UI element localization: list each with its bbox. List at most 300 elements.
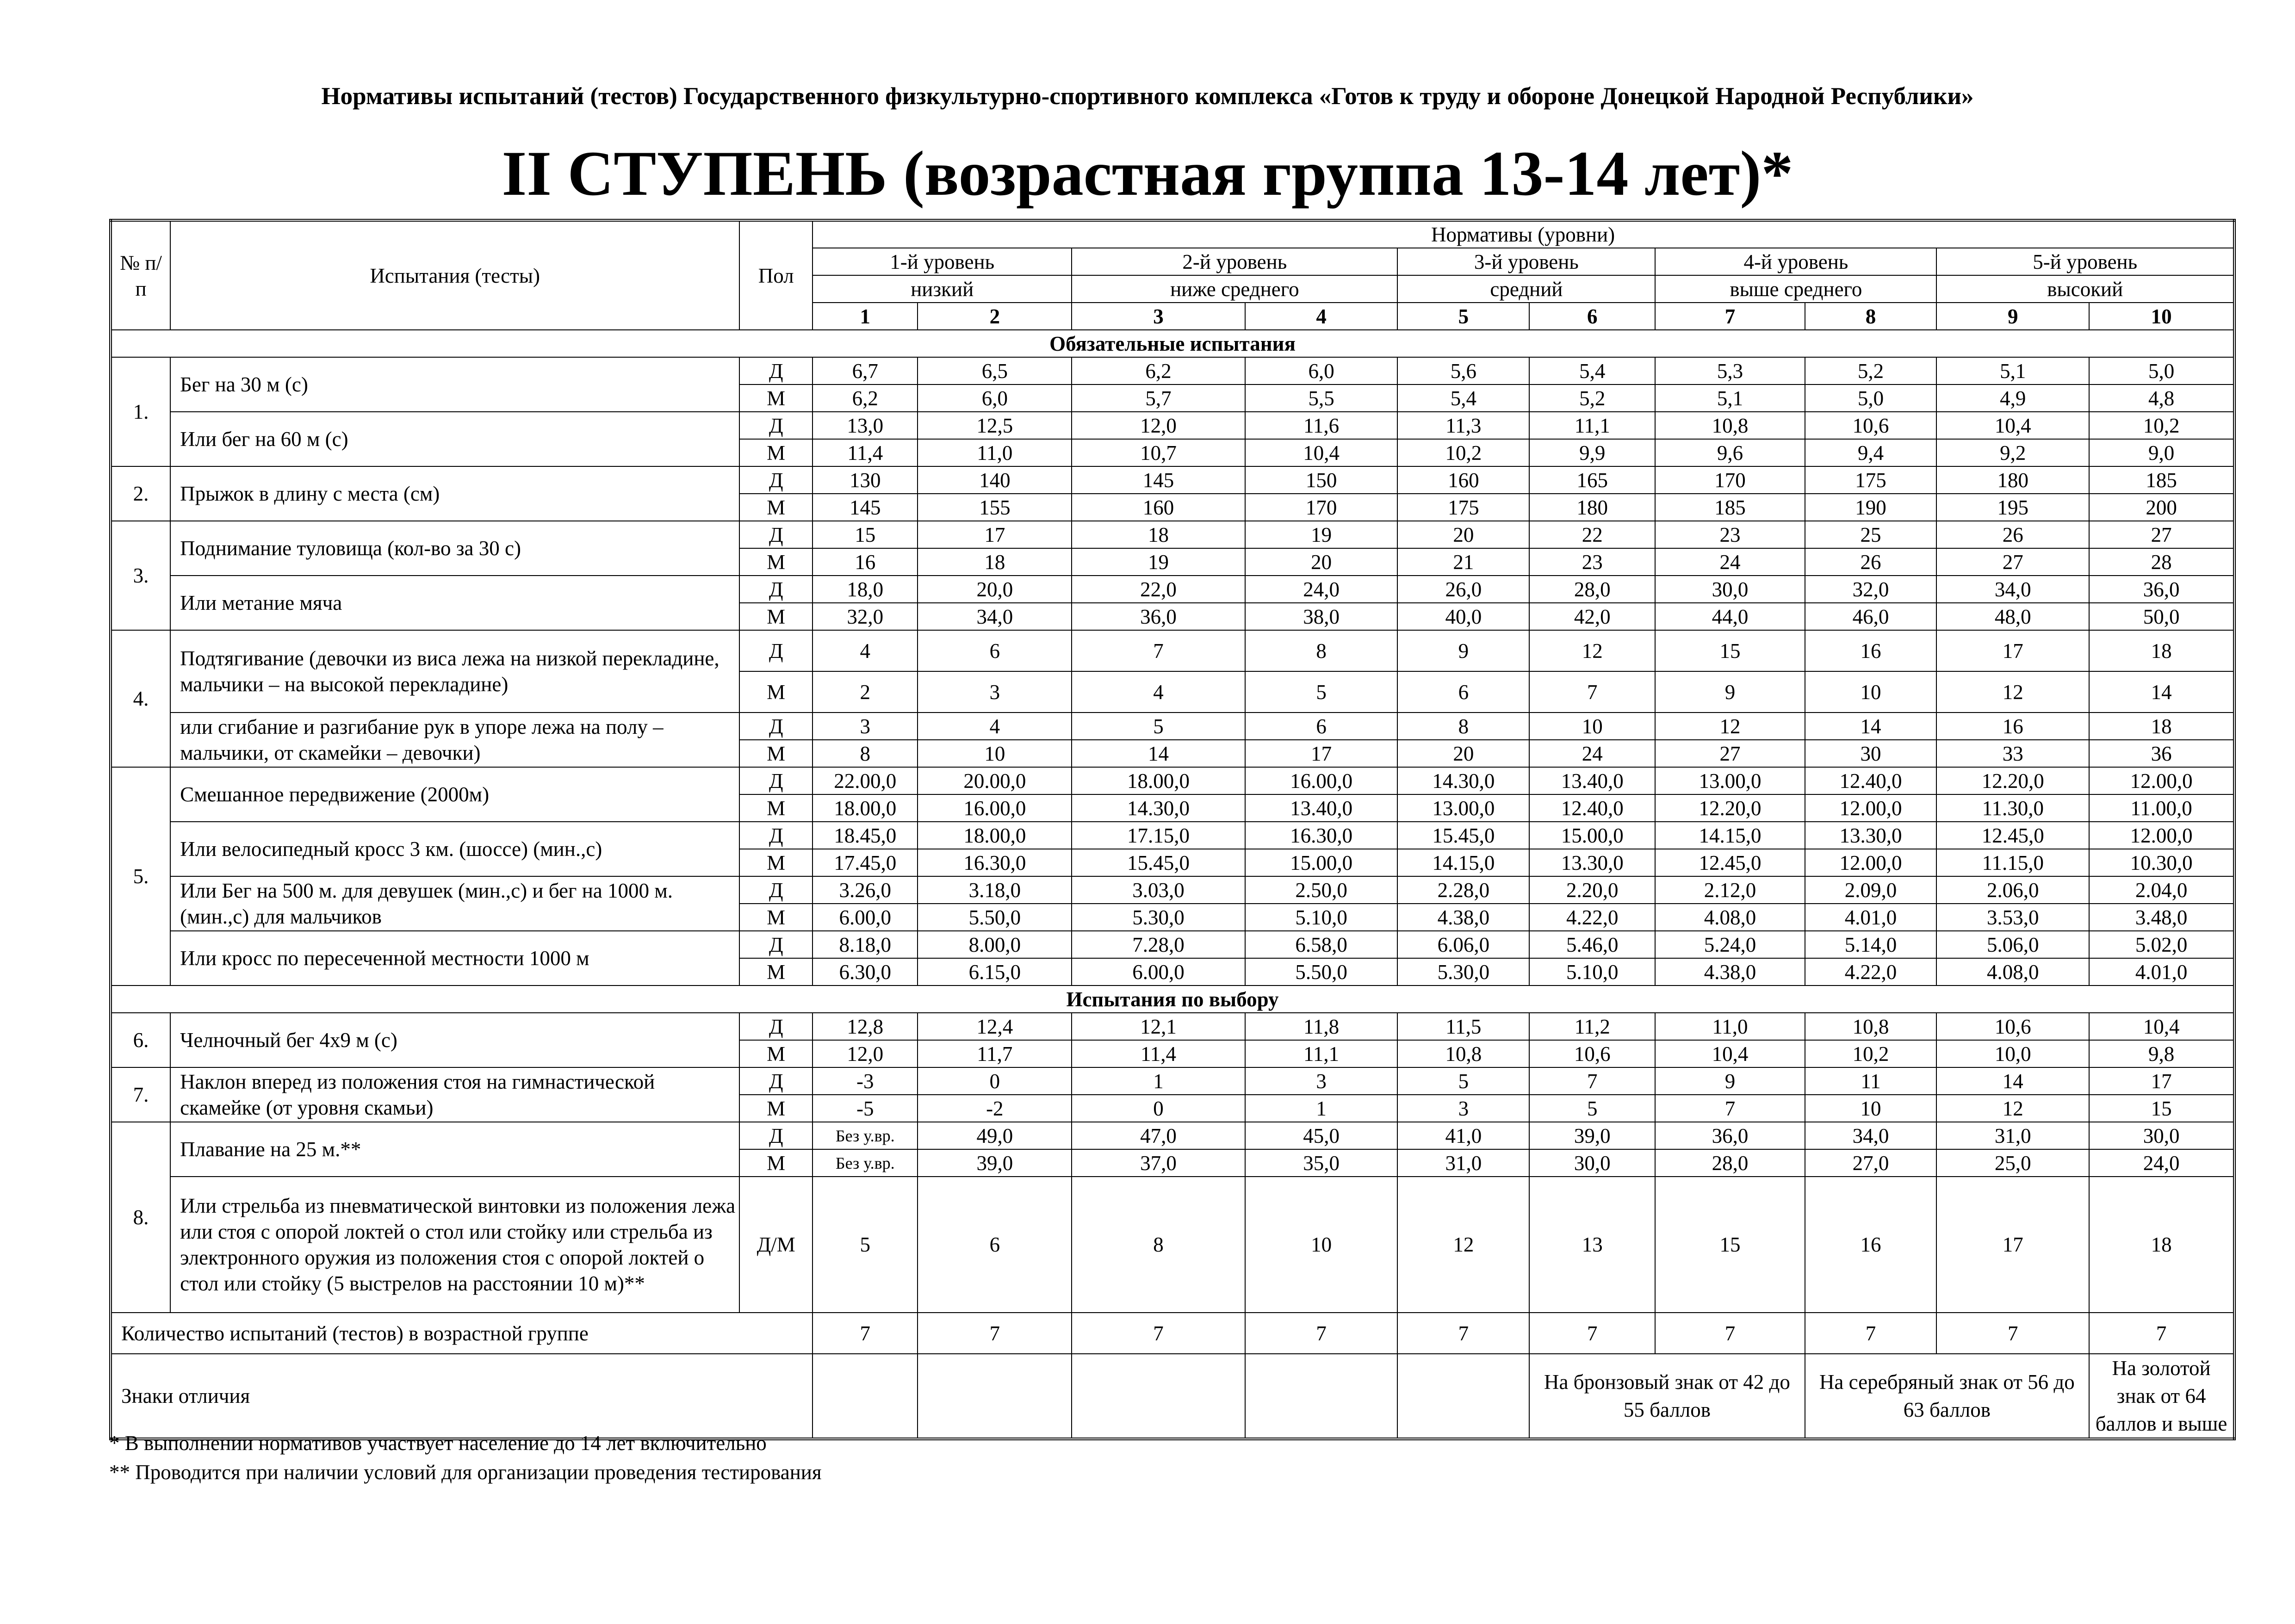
norm-value: 10,4 bbox=[1245, 439, 1398, 466]
norm-value: 47,0 bbox=[1072, 1122, 1245, 1149]
sex-cell: М bbox=[739, 1149, 813, 1177]
table-row bbox=[111, 1013, 2234, 1040]
empty-cell bbox=[1072, 1354, 1245, 1439]
norm-value: 8 bbox=[813, 740, 918, 767]
section-row bbox=[111, 330, 2234, 357]
norm-value: 12.45,0 bbox=[1655, 849, 1805, 876]
table-row bbox=[111, 931, 2234, 958]
norm-value: 10,4 bbox=[2089, 1013, 2234, 1040]
norm-value: 13.30,0 bbox=[1805, 822, 1937, 849]
norm-value: 8 bbox=[1397, 713, 1529, 740]
norm-value: 13.30,0 bbox=[1529, 849, 1655, 876]
norm-value: 30,0 bbox=[1529, 1149, 1655, 1177]
test-name: или сгибание и разгибание рук в упоре лежа на полу – мальчики, от скамейки – девочки) bbox=[170, 713, 739, 767]
norm-value: 14.15,0 bbox=[1397, 849, 1529, 876]
norm-value: 14 bbox=[1805, 713, 1937, 740]
header-sex: Пол bbox=[739, 220, 813, 330]
norm-value: 32,0 bbox=[813, 603, 918, 630]
norm-value: 17.15,0 bbox=[1072, 822, 1245, 849]
norm-value: 5,2 bbox=[1805, 357, 1937, 384]
norm-value: 14.30,0 bbox=[1072, 794, 1245, 822]
norm-value: 13.40,0 bbox=[1245, 794, 1398, 822]
norm-value: 12.40,0 bbox=[1805, 767, 1937, 794]
norm-value: 20,0 bbox=[918, 576, 1072, 603]
norm-value: 8.00,0 bbox=[918, 931, 1072, 958]
table-row bbox=[111, 521, 2234, 548]
test-name: Или бег на 60 м (с) bbox=[170, 412, 739, 466]
test-number: 1. bbox=[111, 357, 170, 466]
norm-value: 6.58,0 bbox=[1245, 931, 1398, 958]
norm-value: 17 bbox=[2089, 1067, 2234, 1095]
norm-value: 3.48,0 bbox=[2089, 904, 2234, 931]
norm-value: 44,0 bbox=[1655, 603, 1805, 630]
norm-value: 3.53,0 bbox=[1936, 904, 2089, 931]
sex-cell: Д bbox=[739, 767, 813, 794]
norm-value: 15 bbox=[813, 521, 918, 548]
norm-value: 3 bbox=[1397, 1095, 1529, 1122]
table-row bbox=[111, 876, 2234, 904]
test-name: Наклон вперед из положения стоя на гимнастической скамейке (от уровня скамьи) bbox=[170, 1067, 739, 1122]
norm-value: 1 bbox=[1072, 1067, 1245, 1095]
norm-value: 6 bbox=[1397, 671, 1529, 713]
section-row bbox=[111, 986, 2234, 1013]
norm-value: 6.30,0 bbox=[813, 958, 918, 986]
norm-value: 22 bbox=[1529, 521, 1655, 548]
test-name: Или велосипедный кросс 3 км. (шоссе) (мин.,с) bbox=[170, 822, 739, 876]
norm-value: 12 bbox=[1397, 1177, 1529, 1313]
norm-value: 5 bbox=[1397, 1067, 1529, 1095]
norm-value: 140 bbox=[918, 466, 1072, 494]
norm-value: 30,0 bbox=[1655, 576, 1805, 603]
norm-value: 11.30,0 bbox=[1936, 794, 2089, 822]
norm-value: 7 bbox=[1072, 630, 1245, 671]
norm-value: 5 bbox=[813, 1177, 918, 1313]
norm-value: 130 bbox=[813, 466, 918, 494]
norm-value: 16 bbox=[1805, 1177, 1937, 1313]
norm-value: 49,0 bbox=[918, 1122, 1072, 1149]
count-value: 7 bbox=[918, 1313, 1072, 1354]
norm-value: 38,0 bbox=[1245, 603, 1398, 630]
level-name: 2-й уровень bbox=[1072, 248, 1397, 275]
norm-value: 190 bbox=[1805, 494, 1937, 521]
level-desc: высокий bbox=[1936, 275, 2234, 303]
test-name: Подтягивание (девочки из виса лежа на низкой перекладине, мальчики – на высокой перекладине) bbox=[170, 630, 739, 713]
norm-value: 18 bbox=[918, 548, 1072, 576]
level-name: 4-й уровень bbox=[1655, 248, 1936, 275]
norm-value: Без у.вр. bbox=[813, 1122, 918, 1149]
norm-value: 17.45,0 bbox=[813, 849, 918, 876]
norm-value: 10 bbox=[918, 740, 1072, 767]
norm-value: 5.06,0 bbox=[1936, 931, 2089, 958]
norm-value: 16.30,0 bbox=[1245, 822, 1398, 849]
norm-value: 24,0 bbox=[2089, 1149, 2234, 1177]
norm-value: 10 bbox=[1245, 1177, 1398, 1313]
norm-value: 6.00,0 bbox=[1072, 958, 1245, 986]
norm-value: 3 bbox=[813, 713, 918, 740]
column-number: 9 bbox=[1936, 303, 2089, 330]
norm-value: 7 bbox=[1529, 1067, 1655, 1095]
sex-cell: Д/М bbox=[739, 1177, 813, 1313]
norm-value: 13,0 bbox=[813, 412, 918, 439]
norm-value: 7.28,0 bbox=[1072, 931, 1245, 958]
footnote-2: ** Проводится при наличии условий для организации проведения тестирования bbox=[109, 1461, 822, 1484]
sex-cell: М bbox=[739, 849, 813, 876]
norm-value: 2.28,0 bbox=[1397, 876, 1529, 904]
table-row bbox=[111, 1067, 2234, 1095]
norm-value: 26,0 bbox=[1397, 576, 1529, 603]
norm-value: 40,0 bbox=[1397, 603, 1529, 630]
norm-value: 1 bbox=[1245, 1095, 1398, 1122]
norm-value: 25 bbox=[1805, 521, 1937, 548]
sex-cell: М bbox=[739, 439, 813, 466]
norm-value: 20 bbox=[1397, 740, 1529, 767]
footnote-1: * В выполнении нормативов участвует население до 14 лет включительно bbox=[109, 1432, 767, 1455]
norm-value: 28 bbox=[2089, 548, 2234, 576]
norm-value: 175 bbox=[1805, 466, 1937, 494]
norm-value: 18 bbox=[2089, 713, 2234, 740]
norm-value: 5,1 bbox=[1936, 357, 2089, 384]
norm-value: 23 bbox=[1529, 548, 1655, 576]
norm-value: 185 bbox=[2089, 466, 2234, 494]
level-name: 1-й уровень bbox=[813, 248, 1072, 275]
norm-value: 6,0 bbox=[918, 384, 1072, 412]
empty-cell bbox=[918, 1354, 1072, 1439]
norm-value: 5,4 bbox=[1529, 357, 1655, 384]
norm-value: 14.15,0 bbox=[1655, 822, 1805, 849]
table-row bbox=[111, 1177, 2234, 1313]
norm-value: 9,0 bbox=[2089, 439, 2234, 466]
header-test: Испытания (тесты) bbox=[170, 220, 739, 330]
sex-cell: Д bbox=[739, 357, 813, 384]
sex-cell: М bbox=[739, 494, 813, 521]
norm-value: 4.22,0 bbox=[1805, 958, 1937, 986]
section-heading: Обязательные испытания bbox=[111, 330, 2234, 357]
header-num: № п/п bbox=[111, 220, 170, 330]
norm-value: 15 bbox=[1655, 630, 1805, 671]
signs-row bbox=[111, 1354, 2234, 1439]
gold-sign: На золотой знак от 64 баллов и выше bbox=[2089, 1354, 2234, 1439]
norm-value: 2.12,0 bbox=[1655, 876, 1805, 904]
norm-value: 16 bbox=[813, 548, 918, 576]
norm-value: 6,5 bbox=[918, 357, 1072, 384]
count-row bbox=[111, 1313, 2234, 1354]
empty-cell bbox=[813, 1354, 918, 1439]
norm-value: 11,0 bbox=[918, 439, 1072, 466]
norm-value: 18 bbox=[1072, 521, 1245, 548]
norm-value: 37,0 bbox=[1072, 1149, 1245, 1177]
norm-value: 6,7 bbox=[813, 357, 918, 384]
column-number: 6 bbox=[1529, 303, 1655, 330]
norm-value: 27 bbox=[1655, 740, 1805, 767]
norm-value: 6,2 bbox=[813, 384, 918, 412]
norm-value: 30 bbox=[1805, 740, 1937, 767]
norm-value: 12 bbox=[1936, 1095, 2089, 1122]
norm-value: 5,4 bbox=[1397, 384, 1529, 412]
norm-value: 5.30,0 bbox=[1072, 904, 1245, 931]
column-number: 5 bbox=[1397, 303, 1529, 330]
sex-cell: М bbox=[739, 904, 813, 931]
norm-value: 4,8 bbox=[2089, 384, 2234, 412]
count-value: 7 bbox=[813, 1313, 918, 1354]
norm-value: 17 bbox=[1936, 630, 2089, 671]
norm-value: 12.20,0 bbox=[1655, 794, 1805, 822]
test-number: 2. bbox=[111, 466, 170, 521]
norm-value: 45,0 bbox=[1245, 1122, 1398, 1149]
column-number: 2 bbox=[918, 303, 1072, 330]
table-row bbox=[111, 767, 2234, 794]
norm-value: 10 bbox=[1805, 1095, 1937, 1122]
norm-value: 2.20,0 bbox=[1529, 876, 1655, 904]
norm-value: 160 bbox=[1397, 466, 1529, 494]
norm-value: 32,0 bbox=[1805, 576, 1937, 603]
norm-value: 18 bbox=[2089, 1177, 2234, 1313]
norm-value: 12,4 bbox=[918, 1013, 1072, 1040]
norm-value: 16.00,0 bbox=[918, 794, 1072, 822]
sex-cell: М bbox=[739, 603, 813, 630]
norm-value: 16 bbox=[1805, 630, 1937, 671]
norm-value: 10,7 bbox=[1072, 439, 1245, 466]
norm-value: 26 bbox=[1805, 548, 1937, 576]
section-heading: Испытания по выбору bbox=[111, 986, 2234, 1013]
norm-value: 9 bbox=[1655, 671, 1805, 713]
test-name: Плавание на 25 м.** bbox=[170, 1122, 739, 1177]
count-value: 7 bbox=[2089, 1313, 2234, 1354]
level-desc: низкий bbox=[813, 275, 1072, 303]
signs-label: Знаки отличия bbox=[111, 1354, 813, 1439]
norm-value: 10,6 bbox=[1936, 1013, 2089, 1040]
norm-value: 36 bbox=[2089, 740, 2234, 767]
norm-value: 4.08,0 bbox=[1655, 904, 1805, 931]
norm-value: 39,0 bbox=[918, 1149, 1072, 1177]
sex-cell: М bbox=[739, 958, 813, 986]
count-value: 7 bbox=[1805, 1313, 1937, 1354]
norm-value: 20 bbox=[1245, 548, 1398, 576]
norm-value: 35,0 bbox=[1245, 1149, 1398, 1177]
test-name: Или кросс по пересеченной местности 1000 м bbox=[170, 931, 739, 986]
norm-value: 5,3 bbox=[1655, 357, 1805, 384]
norm-value: -5 bbox=[813, 1095, 918, 1122]
norm-value: 5,0 bbox=[1805, 384, 1937, 412]
norm-value: 12,0 bbox=[1072, 412, 1245, 439]
norm-value: 6,2 bbox=[1072, 357, 1245, 384]
norm-value: 16 bbox=[1936, 713, 2089, 740]
norm-value: 15.00,0 bbox=[1245, 849, 1398, 876]
norm-value: 3 bbox=[1245, 1067, 1398, 1095]
norm-value: 34,0 bbox=[1805, 1122, 1937, 1149]
norm-value: 21 bbox=[1397, 548, 1529, 576]
norm-value: 30,0 bbox=[2089, 1122, 2234, 1149]
test-name: Или стрельба из пневматической винтовки из положения лежа или стоя с опорой локтей о стол или стойку или стрельба из электронного оружия из положения стоя с опорой локтей о стол или стойку (5 выстрелов на расстоянии 10 м)** bbox=[170, 1177, 739, 1313]
norm-value: 33 bbox=[1936, 740, 2089, 767]
norm-value: 4.01,0 bbox=[2089, 958, 2234, 986]
sex-cell: Д bbox=[739, 931, 813, 958]
norm-value: 3.03,0 bbox=[1072, 876, 1245, 904]
norm-value: 11,7 bbox=[918, 1040, 1072, 1067]
norm-value: 17 bbox=[1245, 740, 1398, 767]
norm-value: 36,0 bbox=[1655, 1122, 1805, 1149]
column-number: 3 bbox=[1072, 303, 1245, 330]
norm-value: 5,5 bbox=[1245, 384, 1398, 412]
norm-value: 23 bbox=[1655, 521, 1805, 548]
sex-cell: Д bbox=[739, 822, 813, 849]
norm-value: 11,1 bbox=[1245, 1040, 1398, 1067]
norm-value: 34,0 bbox=[918, 603, 1072, 630]
norm-value: 10 bbox=[1529, 713, 1655, 740]
norm-value: 11,5 bbox=[1397, 1013, 1529, 1040]
empty-cell bbox=[1397, 1354, 1529, 1439]
test-name: Прыжок в длину с места (см) bbox=[170, 466, 739, 521]
norm-value: 11.00,0 bbox=[2089, 794, 2234, 822]
sex-cell: М bbox=[739, 671, 813, 713]
norm-value: 31,0 bbox=[1936, 1122, 2089, 1149]
norm-value: 48,0 bbox=[1936, 603, 2089, 630]
norm-value: 175 bbox=[1397, 494, 1529, 521]
norm-value: 10,2 bbox=[2089, 412, 2234, 439]
norms-table bbox=[109, 219, 2236, 1440]
norm-value: 2.06,0 bbox=[1936, 876, 2089, 904]
norm-value: 12 bbox=[1655, 713, 1805, 740]
norm-value: 12.45,0 bbox=[1936, 822, 2089, 849]
norm-value: 5.46,0 bbox=[1529, 931, 1655, 958]
column-number: 8 bbox=[1805, 303, 1937, 330]
norm-value: 10 bbox=[1805, 671, 1937, 713]
norm-value: 5,7 bbox=[1072, 384, 1245, 412]
norm-value: 5.10,0 bbox=[1529, 958, 1655, 986]
norm-value: 15.00,0 bbox=[1529, 822, 1655, 849]
table-row bbox=[111, 630, 2234, 671]
norm-value: 5,6 bbox=[1397, 357, 1529, 384]
norm-value: 4,9 bbox=[1936, 384, 2089, 412]
norm-value: 2.04,0 bbox=[2089, 876, 2234, 904]
norm-value: 46,0 bbox=[1805, 603, 1937, 630]
norm-value: 18.00,0 bbox=[918, 822, 1072, 849]
norm-value: 9,4 bbox=[1805, 439, 1937, 466]
norm-value: 3.18,0 bbox=[918, 876, 1072, 904]
sex-cell: Д bbox=[739, 466, 813, 494]
norm-value: -3 bbox=[813, 1067, 918, 1095]
norm-value: 10,2 bbox=[1805, 1040, 1937, 1067]
norm-value: 42,0 bbox=[1529, 603, 1655, 630]
norm-value: 155 bbox=[918, 494, 1072, 521]
norm-value: 6.00,0 bbox=[813, 904, 918, 931]
count-value: 7 bbox=[1529, 1313, 1655, 1354]
norm-value: 6 bbox=[1245, 713, 1398, 740]
norm-value: 10,8 bbox=[1397, 1040, 1529, 1067]
norm-value: 4.22,0 bbox=[1529, 904, 1655, 931]
norm-value: 145 bbox=[813, 494, 918, 521]
table-row bbox=[111, 713, 2234, 740]
test-name: Челночный бег 4х9 м (с) bbox=[170, 1013, 739, 1067]
norm-value: 22,0 bbox=[1072, 576, 1245, 603]
norm-value: 11 bbox=[1805, 1067, 1937, 1095]
level-desc: ниже среднего bbox=[1072, 275, 1397, 303]
norm-value: 5.30,0 bbox=[1397, 958, 1529, 986]
norm-value: 11.15,0 bbox=[1936, 849, 2089, 876]
norm-value: 26 bbox=[1936, 521, 2089, 548]
table-row bbox=[111, 1122, 2234, 1149]
norm-value: 13 bbox=[1529, 1177, 1655, 1313]
table-row bbox=[111, 357, 2234, 384]
norm-value: 7 bbox=[1655, 1095, 1805, 1122]
norm-value: 27 bbox=[2089, 521, 2234, 548]
sex-cell: Д bbox=[739, 713, 813, 740]
norm-value: 15.45,0 bbox=[1072, 849, 1245, 876]
norm-value: 4 bbox=[813, 630, 918, 671]
sex-cell: Д bbox=[739, 412, 813, 439]
test-number: 5. bbox=[111, 767, 170, 986]
norm-value: 14 bbox=[1072, 740, 1245, 767]
norm-value: 28,0 bbox=[1529, 576, 1655, 603]
norm-value: 10,6 bbox=[1529, 1040, 1655, 1067]
table-row bbox=[111, 412, 2234, 439]
norm-value: 5,2 bbox=[1529, 384, 1655, 412]
norm-value: 5.24,0 bbox=[1655, 931, 1805, 958]
norm-value: 195 bbox=[1936, 494, 2089, 521]
norm-value: 0 bbox=[918, 1067, 1072, 1095]
norm-value: 11,1 bbox=[1529, 412, 1655, 439]
test-number: 3. bbox=[111, 521, 170, 630]
test-number: 8. bbox=[111, 1122, 170, 1313]
norm-value: 2.09,0 bbox=[1805, 876, 1937, 904]
norm-value: 11,8 bbox=[1245, 1013, 1398, 1040]
test-number: 7. bbox=[111, 1067, 170, 1122]
norm-value: 16.00,0 bbox=[1245, 767, 1398, 794]
norm-value: 12,5 bbox=[918, 412, 1072, 439]
norm-value: -2 bbox=[918, 1095, 1072, 1122]
norm-value: 6 bbox=[918, 630, 1072, 671]
sex-cell: Д bbox=[739, 630, 813, 671]
sex-cell: Д bbox=[739, 1013, 813, 1040]
norm-value: 4 bbox=[1072, 671, 1245, 713]
norm-value: 5.50,0 bbox=[918, 904, 1072, 931]
norm-value: 10.30,0 bbox=[2089, 849, 2234, 876]
norm-value: 10,0 bbox=[1936, 1040, 2089, 1067]
norm-value: 8.18,0 bbox=[813, 931, 918, 958]
norm-value: 19 bbox=[1245, 521, 1398, 548]
column-number: 10 bbox=[2089, 303, 2234, 330]
sex-cell: Д bbox=[739, 576, 813, 603]
norm-value: 180 bbox=[1936, 466, 2089, 494]
norm-value: 170 bbox=[1655, 466, 1805, 494]
norm-value: 6,0 bbox=[1245, 357, 1398, 384]
norm-value: 13.00,0 bbox=[1397, 794, 1529, 822]
norm-value: 17 bbox=[918, 521, 1072, 548]
norm-value: 14 bbox=[1936, 1067, 2089, 1095]
norm-value: 7 bbox=[1529, 671, 1655, 713]
norm-value: 24 bbox=[1655, 548, 1805, 576]
norm-value: 12.20,0 bbox=[1936, 767, 2089, 794]
norm-value: 10,4 bbox=[1936, 412, 2089, 439]
norm-value: 5,0 bbox=[2089, 357, 2234, 384]
norm-value: 8 bbox=[1245, 630, 1398, 671]
level-name: 3-й уровень bbox=[1397, 248, 1655, 275]
test-number: 6. bbox=[111, 1013, 170, 1067]
sex-cell: Д bbox=[739, 876, 813, 904]
test-number: 4. bbox=[111, 630, 170, 767]
norm-value: 19 bbox=[1072, 548, 1245, 576]
count-value: 7 bbox=[1936, 1313, 2089, 1354]
count-label: Количество испытаний (тестов) в возрастной группе bbox=[111, 1313, 813, 1354]
norm-value: 5.10,0 bbox=[1245, 904, 1398, 931]
norm-value: 12.40,0 bbox=[1529, 794, 1655, 822]
sex-cell: М bbox=[739, 1095, 813, 1122]
norm-value: 0 bbox=[1072, 1095, 1245, 1122]
norm-value: Без у.вр. bbox=[813, 1149, 918, 1177]
count-value: 7 bbox=[1245, 1313, 1398, 1354]
norm-value: 36,0 bbox=[2089, 576, 2234, 603]
norm-value: 16.30,0 bbox=[918, 849, 1072, 876]
norm-value: 20 bbox=[1397, 521, 1529, 548]
